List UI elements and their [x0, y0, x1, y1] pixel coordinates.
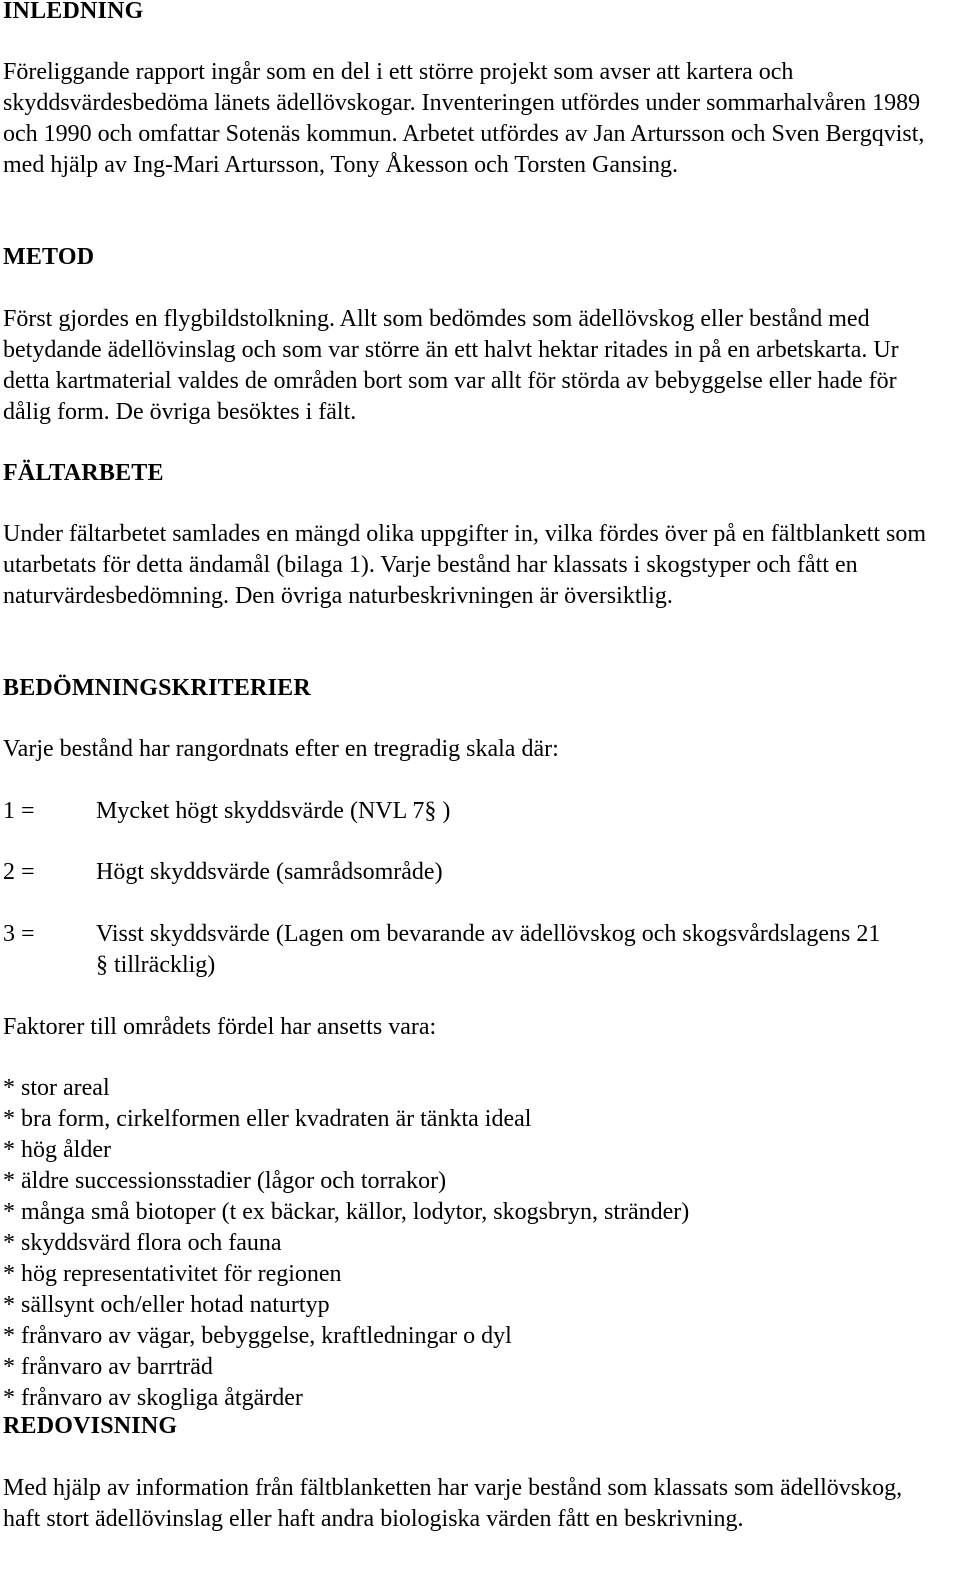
paragraph-scale-intro: Varje bestånd har rangordnats efter en tregradig skala där:: [3, 736, 559, 762]
factor-item: * frånvaro av vägar, bebyggelse, kraftledningar o dyl: [3, 1323, 512, 1349]
factor-item: * skyddsvärd flora och fauna: [3, 1230, 282, 1256]
paragraph-faltarbete: Under fältarbetet samlades en mängd olika uppgifter in, vilka fördes över på en fältblankett som utarbetats för detta ändamål (bilaga 1). Varje bestånd har klassats i skogstyper och fått en naturvärdesbedömning. Den övriga naturbeskrivningen är översiktlig.: [3, 521, 927, 609]
heading-metod: METOD: [3, 244, 95, 270]
factor-item: * många små biotoper (t ex bäckar, källor, lodytor, skogsbryn, stränder): [3, 1199, 690, 1225]
scale-description: Visst skyddsvärde (Lagen om bevarande av ädellövskog och skogsvårdslagens 21 § tillräcklig): [96, 921, 881, 978]
factor-item: * frånvaro av barrträd: [3, 1354, 213, 1380]
factor-item: * äldre successionsstadier (lågor och torrakor): [3, 1168, 447, 1194]
scale-number: 1 =: [3, 798, 35, 824]
scale-description: Mycket högt skyddsvärde (NVL 7§ ): [96, 798, 451, 824]
heading-redovisning: REDOVISNING: [3, 1413, 178, 1439]
paragraph-factors-intro: Faktorer till områdets fördel har ansetts vara:: [3, 1014, 437, 1040]
factor-item: * hög representativitet för regionen: [3, 1261, 342, 1287]
factor-list: [3, 1073, 689, 1414]
heading-faltarbete: FÄLTARBETE: [3, 460, 164, 486]
heading-bedomningskriterier: BEDÖMNINGSKRITERIER: [3, 675, 311, 701]
heading-inledning: INLEDNING: [3, 0, 144, 24]
paragraph-redovisning: Med hjälp av information från fältblanketten har varje bestånd som klassats som ädellövskog, haft stort ädellövinslag eller haft andra biologiska värden fått en beskrivning.: [3, 1475, 903, 1532]
factor-item: * bra form, cirkelformen eller kvadraten är tänkta ideal: [3, 1106, 532, 1132]
scale-description: Högt skyddsvärde (samrådsområde): [96, 859, 443, 885]
paragraph-metod: Först gjordes en flygbildstolkning. Allt som bedömdes som ädellövskog eller bestånd med betydande ädellövinslag och som var större än ett halvt hektar ritades in på en arbetskarta. Ur detta kartmaterial valdes de områden bort som var allt för störda av bebyggelse eller hade för dålig form. De övriga besöktes i fält.: [3, 306, 899, 425]
scale-number: 2 =: [3, 859, 35, 885]
paragraph-inledning: Föreliggande rapport ingår som en del i ett större projekt som avser att kartera och skyddsvärdesbedöma länets ädellövskogar. Inventeringen utfördes under sommarhalvåren 1989 och 1990 och omfattar Sotenäs kommun. Arbetet utfördes av Jan Artursson och Sven Bergqvist, med hjälp av Ing-Mari Artursson, Tony Åkesson och Torsten Gansing.: [3, 59, 925, 178]
factor-item: * stor areal: [3, 1075, 110, 1101]
scale-number: 3 =: [3, 921, 35, 947]
factor-item: * frånvaro av skogliga åtgärder: [3, 1385, 303, 1411]
factor-item: * hög ålder: [3, 1137, 111, 1163]
factor-item: * sällsynt och/eller hotad naturtyp: [3, 1292, 330, 1318]
